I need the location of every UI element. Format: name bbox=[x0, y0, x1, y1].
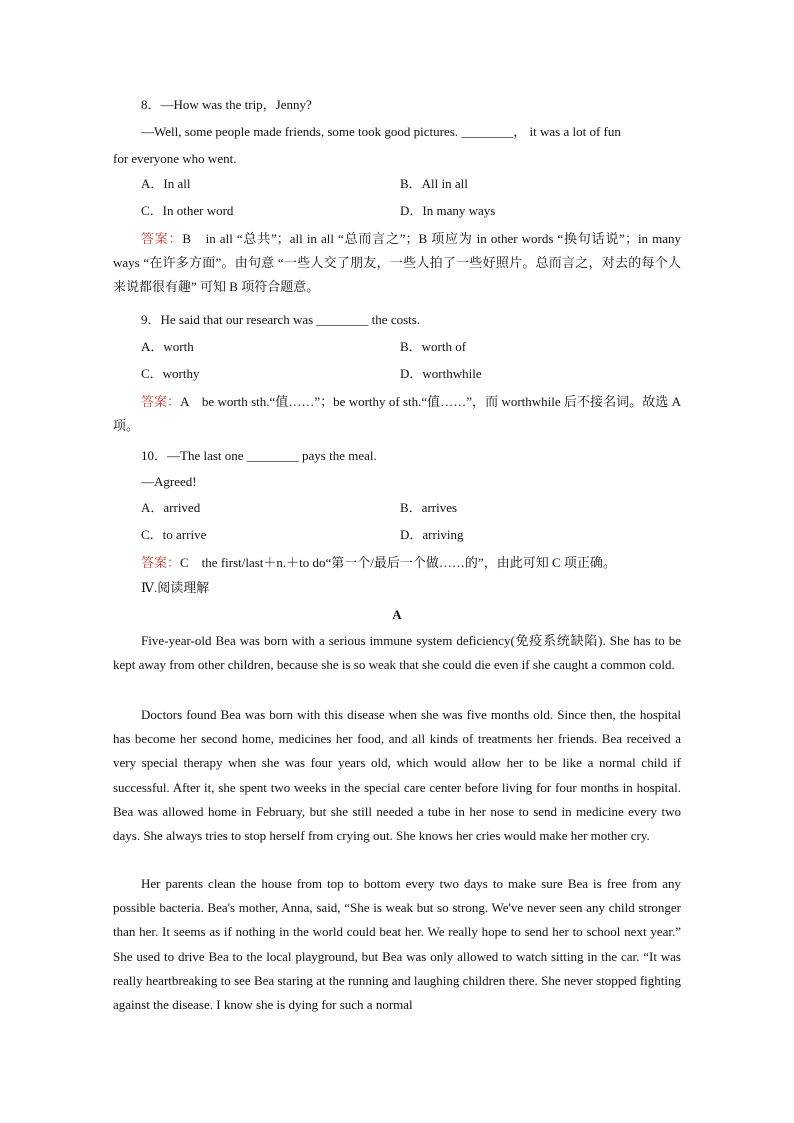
passage-paragraph-1: Five-year-old Bea was born with a serious immune system deficiency(免疫系统缺陷). She has to be kept away from other children, because she is so weak that she could die even if she caught a common cold. bbox=[113, 633, 681, 673]
q9-option-c: C．worthy bbox=[141, 366, 200, 381]
q8-line2: —Well, some people made friends, some took good pictures. ________， it was a lot of fun bbox=[141, 124, 621, 139]
section-title: Ⅳ.阅读理解 bbox=[141, 580, 210, 595]
q10-option-c: C．to arrive bbox=[141, 527, 207, 542]
q9-option-d: D．worthwhile bbox=[400, 366, 482, 381]
q10-option-b: B．arrives bbox=[400, 500, 458, 515]
q8-answer-label: 答案： bbox=[141, 231, 183, 246]
q8-answer-text: B in all “总共”；all in all “总而言之”；B 项应为 in other words “换句话说”；in many ways “在许多方面”。由句意 “一些人交了朋友，一些人拍了一些好照片。总而言之，对去的每个人来说都很有趣” 可知 B 项符合题意。 bbox=[113, 231, 681, 295]
q9-answer bbox=[113, 390, 681, 438]
q9-answer-label: 答案： bbox=[141, 394, 181, 409]
q10-answer-label: 答案： bbox=[141, 555, 181, 570]
q9-option-a: A．worth bbox=[141, 339, 194, 354]
q9-question: 9．He said that our research was ________ the costs. bbox=[141, 312, 421, 327]
q10-question: 10．—The last one ________ pays the meal. bbox=[141, 448, 377, 463]
q8-option-d: D．In many ways bbox=[400, 203, 496, 218]
q10-option-a: A．arrived bbox=[141, 500, 201, 515]
q8-line3: for everyone who went. bbox=[113, 151, 237, 166]
q8-question: 8．—How was the trip，Jenny? bbox=[141, 97, 312, 112]
q8-option-c: C．In other word bbox=[141, 203, 234, 218]
passage-paragraph-3: Her parents clean the house from top to bottom every two days to make sure Bea is free from any possible bacteria. Bea's mother, Anna, said, “She is weak but so strong. We've never seen any child stronger than her. It seems as if nothing in the world could beat her. We really hope to send her to school next year.” She used to drive Bea to the local playground, but Bea was only allowed to watch sitting in the car. “It was really heartbreaking to see Bea staring at the running and laughing children there. She never stopped fighting against the disease. I know she is dying for such a normal bbox=[113, 876, 681, 1013]
q8-option-a: A．In all bbox=[141, 176, 191, 191]
q8-answer bbox=[113, 227, 681, 300]
q9-option-b: B．worth of bbox=[400, 339, 467, 354]
q10-answer bbox=[113, 551, 681, 575]
passage-letter: A bbox=[392, 607, 402, 622]
q10-answer-text: C the first/last＋n.＋to do“第一个/最后一个做……的”，由此可知 C 项正确。 bbox=[180, 555, 616, 570]
q10-line2: —Agreed! bbox=[141, 474, 197, 489]
passage-paragraph-2: Doctors found Bea was born with this disease when she was five months old. Since then, the hospital has become her second home, medicines her food, and all kinds of treatments her friends. Bea received a very special therapy when she was four years old, which would allow her to be like a normal child if successful. After it, she spent two weeks in the special care center before living for four months in hospital. Bea was allowed home in February, but she still needed a tube in her nose to send in medicine every two days. She always tries to stop herself from crying out. She knows her cries would make her mother cry. bbox=[113, 707, 681, 844]
q10-option-d: D．arriving bbox=[400, 527, 464, 542]
q9-answer-text: A be worth sth.“值……”；be worthy of sth.“值……”，而 worthwhile 后不接名词。故选 A 项。 bbox=[113, 394, 681, 434]
q8-option-b: B．All in all bbox=[400, 176, 468, 191]
